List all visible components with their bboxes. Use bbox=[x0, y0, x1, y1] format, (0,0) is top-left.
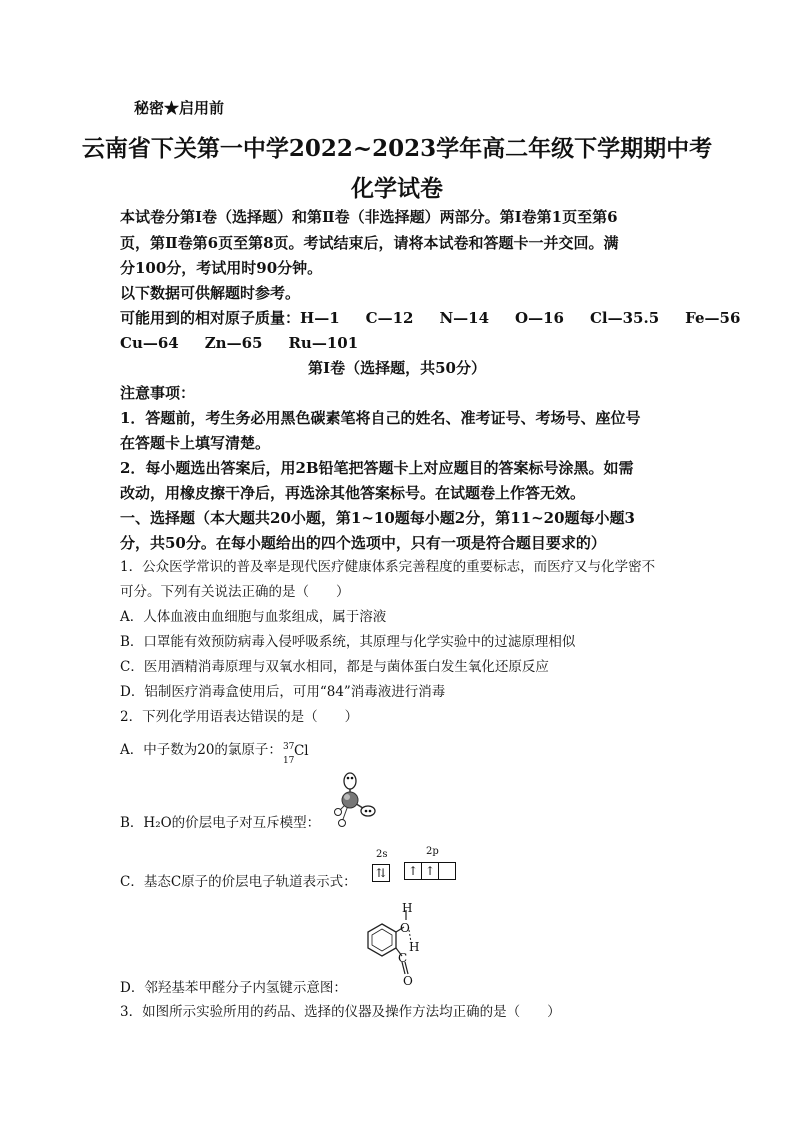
note-2b: 改动，用橡皮擦干净后，再选涂其他答案标号。在试题卷上作答无效。 bbox=[120, 484, 586, 502]
aldehyde-o-label: O bbox=[403, 974, 413, 988]
q1-option-d: D．铝制医疗消毒盒使用后，可用“84”消毒液进行消毒 bbox=[120, 684, 446, 700]
mass-item: N—14 bbox=[439, 309, 490, 327]
mass-number: 37 bbox=[282, 741, 295, 752]
intro-line-3: 分100分，考试用时90分钟。 bbox=[120, 259, 323, 277]
mass-item: Ru—101 bbox=[288, 334, 359, 352]
intro-line-2: 页，第Ⅱ卷第6页至第8页。考试结束后，请将本试卷和答题卡一并交回。满 bbox=[120, 234, 619, 252]
q2-option-a-text: A．中子数为20的氯原子： bbox=[120, 742, 282, 758]
q1-stem-2: 可分。下列有关说法正确的是（ ） bbox=[120, 584, 350, 600]
chlorine-isotope bbox=[282, 741, 312, 766]
notes-title: 注意事项： bbox=[120, 384, 196, 402]
orbital-box: ↑ bbox=[404, 862, 422, 880]
orbital-2p-boxes bbox=[404, 862, 456, 880]
mass-item: Cu—64 bbox=[120, 334, 179, 352]
q2-option-c: C．基态C原子的价层电子轨道表示式： bbox=[120, 874, 357, 890]
vsepr-model-icon bbox=[326, 772, 382, 828]
orbital-box: ⇅ bbox=[372, 864, 390, 882]
q1-option-a: A．人体血液由血细胞与血浆组成，属于溶液 bbox=[120, 609, 387, 625]
mass-item: Zn—65 bbox=[204, 334, 263, 352]
orbital-box bbox=[439, 862, 456, 880]
hydroxyl-o-label: O bbox=[400, 921, 410, 935]
hydroxyl-h-label: H bbox=[402, 901, 413, 915]
exam-title: 云南省下关第一中学2022~2023学年高二年级下学期期中考 bbox=[81, 135, 713, 162]
q1-stem-1: 1．公众医学常识的普及率是现代医疗健康体系完善程度的重要标志，而医疗又与化学密不 bbox=[120, 559, 656, 575]
note-1b: 在答题卡上填写清楚。 bbox=[120, 434, 271, 452]
mass-item: Cl—35.5 bbox=[589, 309, 660, 327]
mass-item: Fe—56 bbox=[685, 309, 741, 327]
atomic-masses-line-2 bbox=[120, 331, 680, 355]
q3-stem: 3．如图所示实验所用的药品、选择的仪器及操作方法均正确的是（ ） bbox=[120, 1004, 561, 1020]
mass-item: H—1 bbox=[300, 309, 340, 327]
atomic-masses-line-1 bbox=[120, 306, 741, 330]
orbital-box: ↑ bbox=[422, 862, 439, 880]
section-heading: 第Ⅰ卷（选择题，共50分） bbox=[308, 359, 486, 377]
q2-option-d: D．邻羟基苯甲醛分子内氢键示意图： bbox=[120, 980, 347, 996]
note-1a: 1．答题前，考生务必用黑色碳素笔将自己的姓名、准考证号、考场号、座位号 bbox=[120, 409, 641, 427]
salicylaldehyde-structure-icon bbox=[352, 900, 432, 995]
masses-label: 可能用到的相对原子质量： bbox=[120, 309, 301, 327]
intro-line-4: 以下数据可供解题时参考。 bbox=[120, 284, 301, 302]
secret-label: 秘密★启用前 bbox=[134, 99, 225, 117]
mass-item: C—12 bbox=[365, 309, 414, 327]
atomic-number: 17 bbox=[282, 755, 295, 766]
q1-option-c: C．医用酒精消毒原理与双氧水相同，都是与菌体蛋白发生氧化还原反应 bbox=[120, 659, 549, 675]
element-symbol: Cl bbox=[293, 742, 309, 759]
part-1-instructions-b: 分，共50分。在每小题给出的四个选项中，只有一项是符合题目要求的） bbox=[120, 534, 606, 552]
orbital-2s-label: 2s bbox=[376, 849, 388, 860]
exam-subtitle: 化学试卷 bbox=[351, 175, 443, 202]
q2-option-a bbox=[120, 738, 680, 766]
mass-item: O—16 bbox=[515, 309, 564, 327]
orbital-2s-box bbox=[372, 862, 390, 882]
q2-option-b: B．H₂O的价层电子对互斥模型： bbox=[120, 815, 321, 831]
note-2a: 2．每小题选出答案后，用2B铅笔把答题卡上对应题目的答案标号涂黑。如需 bbox=[120, 459, 634, 477]
orbital-2p-label: 2p bbox=[426, 846, 439, 857]
aldehyde-h-label: H bbox=[409, 940, 420, 954]
aldehyde-c-label: C bbox=[398, 951, 408, 965]
intro-line-1: 本试卷分第Ⅰ卷（选择题）和第Ⅱ卷（非选择题）两部分。第Ⅰ卷第1页至第6 bbox=[120, 208, 618, 226]
part-1-instructions-a: 一、选择题（本大题共20小题，第1~10题每小题2分，第11~20题每小题3 bbox=[120, 509, 635, 527]
q1-option-b: B．口罩能有效预防病毒入侵呼吸系统，其原理与化学实验中的过滤原理相似 bbox=[120, 634, 576, 650]
q2-stem: 2．下列化学用语表达错误的是（ ） bbox=[120, 709, 359, 725]
